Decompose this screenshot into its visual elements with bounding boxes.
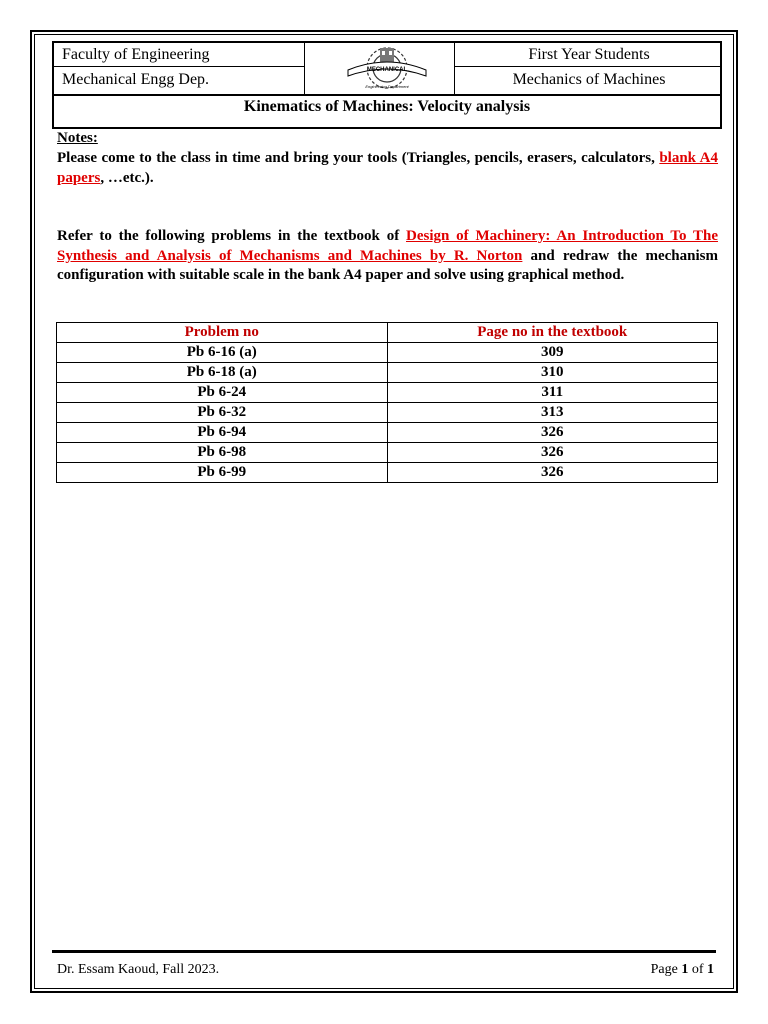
page-prefix: Page (650, 962, 682, 977)
header-divider (304, 43, 305, 94)
page-cell: 326 (387, 463, 718, 483)
header-divider (454, 66, 720, 67)
page-cell: 313 (387, 403, 718, 423)
logo-text: MECHANICAL (366, 67, 408, 73)
table-row (57, 363, 718, 383)
notes-highlight: blank A4 papers (57, 150, 719, 186)
table-row (57, 383, 718, 403)
page-cell: 309 (387, 343, 718, 363)
notes-text-end: , …etc.). (100, 169, 154, 186)
course-name: Mechanics of Machines (512, 71, 666, 88)
document-title: Kinematics of Machines: Velocity analysis (243, 98, 531, 115)
notes-text: Please come to the class in time and bring your tools (Triangles, pencils, erasers, calculators, (57, 150, 660, 166)
page-current: 1 (681, 962, 689, 977)
document-header (52, 41, 722, 129)
table-row (57, 443, 718, 463)
reference-paragraph (57, 227, 718, 286)
textbook-title: Design of Machinery: An Introduction To The Synthesis and Analysis of Mechanisms and Machines by R. Norton (57, 228, 718, 264)
logo-subtext: Engineering Department (365, 84, 409, 89)
page-cell: 311 (387, 383, 718, 403)
table-row (57, 463, 718, 483)
faculty-name: Faculty of Engineering (62, 46, 210, 63)
header-divider (454, 43, 455, 94)
problem-cell: Pb 6-94 (57, 423, 388, 443)
problems-table (56, 322, 718, 483)
footer-divider (52, 950, 716, 953)
problem-cell: Pb 6-32 (57, 403, 388, 423)
column-header: Page no in the textbook (387, 323, 718, 343)
reference-text: Refer to the following problems in the textbook of (57, 228, 406, 244)
page-number (651, 962, 714, 978)
notes-paragraph (57, 149, 718, 188)
page-total: 1 (707, 962, 714, 977)
page-cell: 310 (387, 363, 718, 383)
column-header: Problem no (57, 323, 388, 343)
footer-author: Dr. Essam Kaoud, Fall 2023. (57, 962, 220, 977)
student-year: First Year Students (528, 46, 650, 63)
page-cell: 326 (387, 443, 718, 463)
header-divider (54, 66, 304, 67)
page-of: of (688, 962, 707, 977)
problem-cell: Pb 6-16 (a) (57, 343, 388, 363)
reference-text-end: and redraw the mechanism configuration with suitable scale in the bank A4 paper and solve using graphical method. (57, 247, 718, 283)
table-row (57, 343, 718, 363)
table-header-row (57, 323, 718, 343)
table-row (57, 423, 718, 443)
department-name: Mechanical Engg Dep. (62, 71, 210, 88)
page-cell: 326 (387, 423, 718, 443)
problem-cell: Pb 6-98 (57, 443, 388, 463)
table-row (57, 403, 718, 423)
problem-cell: Pb 6-99 (57, 463, 388, 483)
department-logo (342, 42, 432, 95)
problem-cell: Pb 6-18 (a) (57, 363, 388, 383)
problem-cell: Pb 6-24 (57, 383, 388, 403)
notes-heading: Notes: (57, 130, 98, 146)
